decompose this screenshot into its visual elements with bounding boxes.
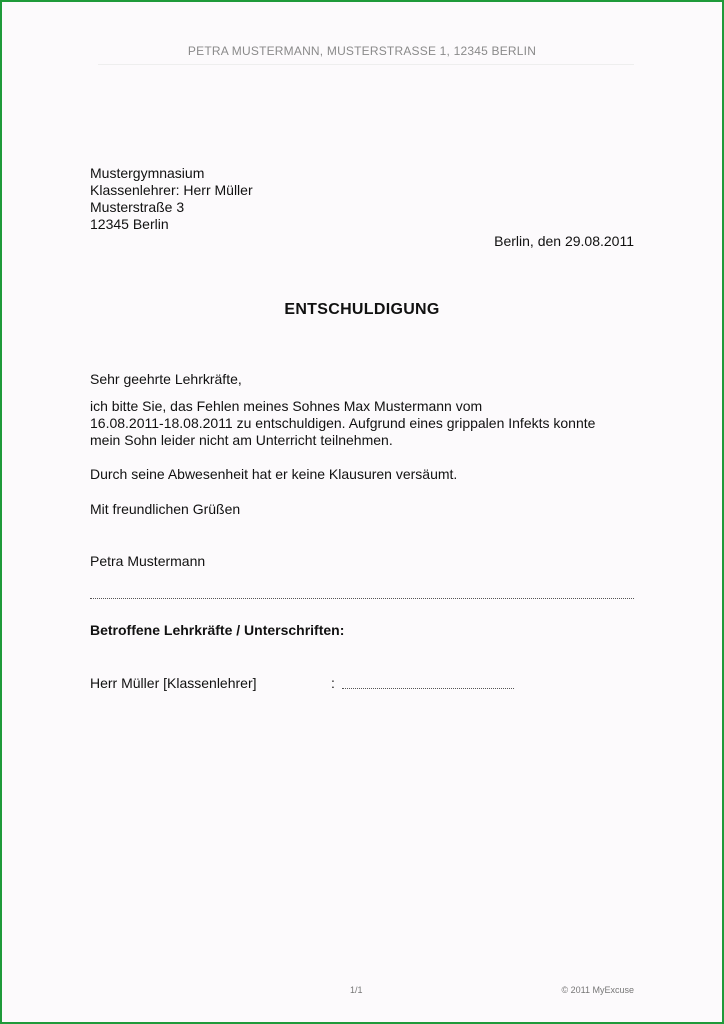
body-line-1: ich bitte Sie, das Fehlen meines Sohnes Max Mustermann vom: [90, 398, 483, 414]
teacher-label: Herr Müller [Klassenlehrer]: [90, 675, 257, 691]
body-paragraph-2: Durch seine Abwesenheit hat er keine Klausuren versäumt.: [90, 466, 458, 482]
body-line-2: 16.08.2011-18.08.2011 zu entschuldigen. Aufgrund eines grippalen Infekts konnte: [90, 415, 596, 431]
recipient-city: 12345 Berlin: [90, 216, 169, 232]
page-number: 1/1: [350, 985, 363, 995]
closing: Mit freundlichen Grüßen: [90, 501, 241, 517]
letter-title: ENTSCHULDIGUNG: [284, 301, 440, 318]
signatures-heading: Betroffene Lehrkräfte / Unterschriften:: [90, 622, 345, 638]
header-divider: [98, 64, 634, 65]
copyright: © 2011 MyExcuse: [561, 985, 634, 995]
signature-dotted-line: [90, 598, 634, 599]
recipient-school: Mustergymnasium: [90, 165, 205, 181]
sender-header: PETRA MUSTERMANN, MUSTERSTRASSE 1, 12345 BERLIN: [187, 44, 537, 58]
teacher-signature-field: [342, 688, 514, 689]
signer-name: Petra Mustermann: [90, 553, 206, 569]
teacher-signature-colon: :: [331, 675, 335, 691]
recipient-street: Musterstraße 3: [90, 199, 185, 215]
body-line-3: mein Sohn leider nicht am Unterricht teilnehmen.: [90, 432, 393, 448]
letter-date: Berlin, den 29.08.2011: [494, 233, 634, 249]
salutation: Sehr geehrte Lehrkräfte,: [90, 371, 242, 387]
recipient-teacher: Klassenlehrer: Herr Müller: [90, 182, 253, 198]
